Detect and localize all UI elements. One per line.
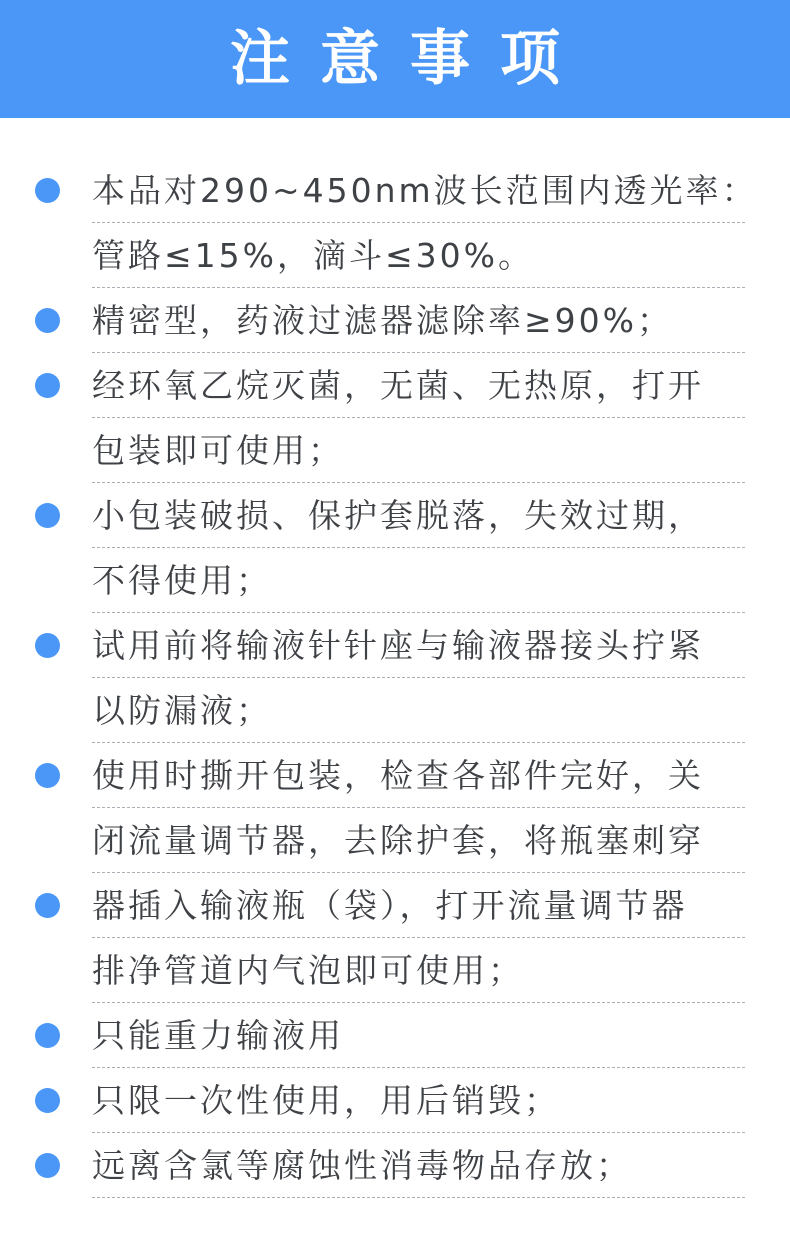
bullet-dot-icon — [35, 373, 60, 398]
list-item — [35, 288, 745, 353]
bullet-dot-icon — [35, 1088, 60, 1113]
list-item — [35, 613, 745, 678]
list-item-text: 试用前将输液针针座与输液器接头拧紧 — [92, 625, 704, 665]
list-item-rule — [92, 483, 745, 548]
list-item-text: 包装即可使用； — [92, 430, 344, 470]
list-item-text: 排净管道内气泡即可使用； — [92, 950, 524, 990]
list-item-text: 只能重力输液用 — [92, 1015, 344, 1055]
list-item-rule — [92, 613, 745, 678]
list-item-rule — [92, 808, 745, 873]
list-item — [35, 678, 745, 743]
bullet-dot-icon — [35, 893, 60, 918]
list-item-rule — [92, 353, 745, 418]
list-item-rule — [92, 158, 758, 223]
list-item — [35, 548, 745, 613]
header-banner — [0, 0, 790, 118]
list-item-text: 本品对290~450nm波长范围内透光率： — [92, 170, 758, 210]
list-item-text: 精密型，药液过滤器滤除率≥90%； — [92, 300, 673, 340]
list-item-rule — [92, 1068, 745, 1133]
list-item-rule — [92, 743, 745, 808]
bullet-dot-icon — [35, 1153, 60, 1178]
notes-list — [0, 118, 790, 1198]
bullet-dot-icon — [35, 178, 60, 203]
list-item — [35, 743, 745, 808]
list-item-text: 器插入输液瓶（袋），打开流量调节器 — [92, 885, 688, 925]
list-item-text: 只限一次性使用，用后销毁； — [92, 1080, 560, 1120]
list-item-rule — [92, 1003, 745, 1068]
list-item — [35, 1003, 745, 1068]
list-item-rule — [92, 1133, 745, 1198]
list-item — [35, 158, 758, 223]
list-item-rule — [92, 938, 745, 1003]
list-item-text: 经环氧乙烷灭菌，无菌、无热原，打开 — [92, 365, 704, 405]
list-item-text: 以防漏液； — [92, 690, 272, 730]
bullet-dot-icon — [35, 763, 60, 788]
list-item-text: 不得使用； — [92, 560, 272, 600]
page-title: 注意事项 — [230, 24, 590, 94]
list-item-rule — [92, 223, 745, 288]
list-item — [35, 873, 745, 938]
list-item — [35, 938, 745, 1003]
list-item-rule — [92, 873, 745, 938]
list-item — [35, 483, 745, 548]
list-item-text: 小包装破损、保护套脱落，失效过期， — [92, 495, 704, 535]
list-item-rule — [92, 288, 745, 353]
list-item-text: 管路≤15%，滴斗≤30%。 — [92, 235, 534, 275]
bullet-dot-icon — [35, 1023, 60, 1048]
list-item — [35, 808, 745, 873]
bullet-dot-icon — [35, 308, 60, 333]
list-item-rule — [92, 678, 745, 743]
list-item — [35, 223, 745, 288]
list-item-rule — [92, 548, 745, 613]
list-item-text: 闭流量调节器，去除护套，将瓶塞刺穿 — [92, 820, 704, 860]
list-item-text: 远离含氯等腐蚀性消毒物品存放； — [92, 1145, 632, 1185]
list-item-text: 使用时撕开包装，检查各部件完好，关 — [92, 755, 704, 795]
bullet-dot-icon — [35, 633, 60, 658]
bullet-dot-icon — [35, 503, 60, 528]
list-item — [35, 1068, 745, 1133]
list-item — [35, 353, 745, 418]
list-item-rule — [92, 418, 745, 483]
list-item — [35, 1133, 745, 1198]
list-item — [35, 418, 745, 483]
